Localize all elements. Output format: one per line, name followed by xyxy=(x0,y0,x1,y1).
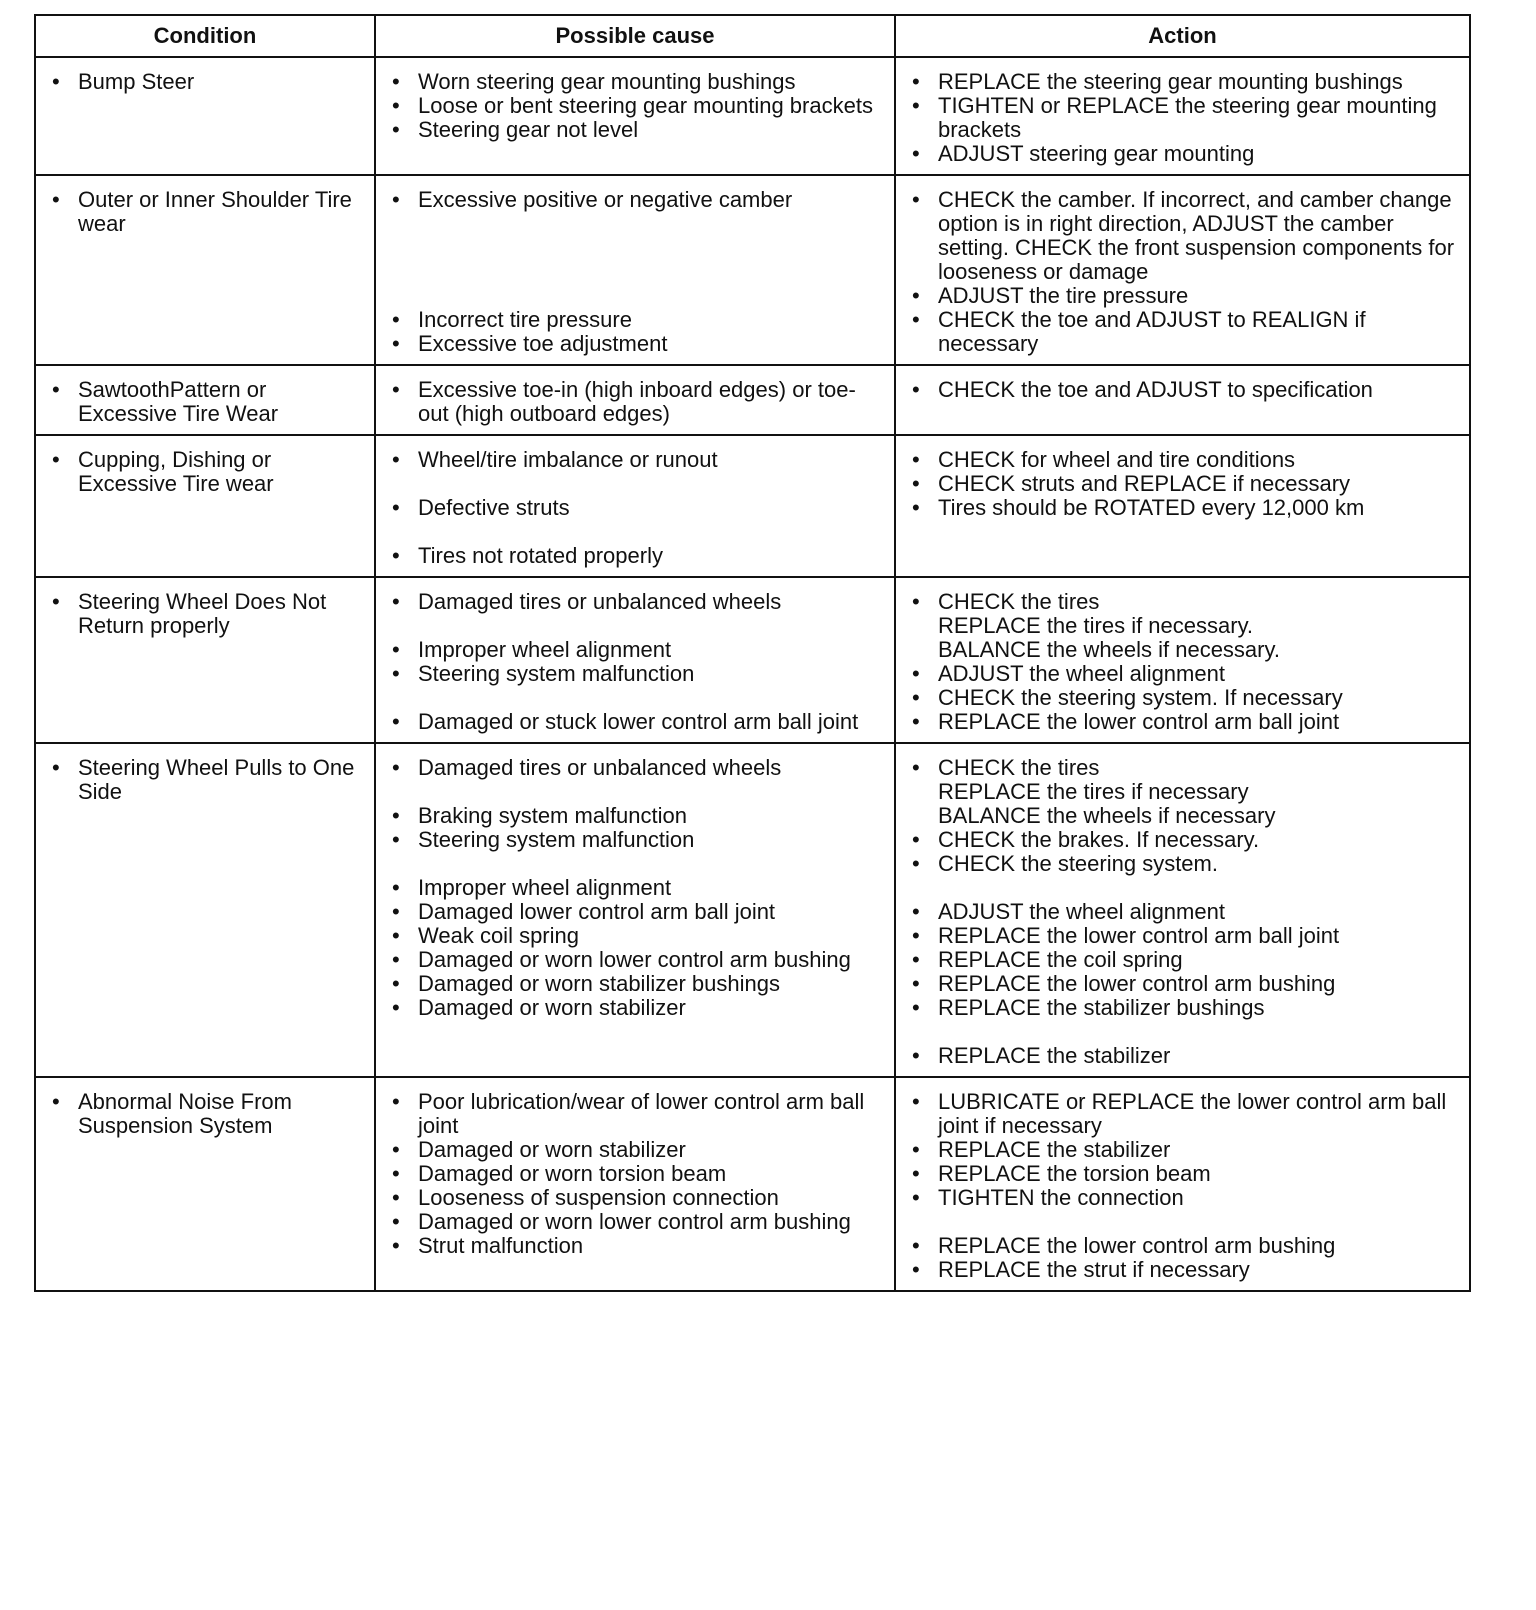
action-item: REPLACE the tires if necessary xyxy=(938,779,1249,804)
condition-text: • Bump Steer xyxy=(48,70,366,94)
cause-item: • Damaged or worn stabilizer bushings xyxy=(388,972,886,996)
action-item: • LUBRICATE or REPLACE the lower control arm ball joint if necessary xyxy=(908,1090,1461,1138)
cause-item: • Steering system malfunction xyxy=(388,828,886,852)
table-row xyxy=(35,743,1470,1077)
cause-cell xyxy=(375,435,895,577)
action-item: • REPLACE the lower control arm ball joint xyxy=(908,710,1461,734)
action-cell xyxy=(895,57,1470,175)
cause-item: • Strut malfunction xyxy=(388,1234,886,1258)
condition-cell xyxy=(35,365,375,435)
action-item: • REPLACE the steering gear mounting bushings xyxy=(908,70,1461,94)
cause-cell xyxy=(375,175,895,365)
action-item: • ADJUST the wheel alignment xyxy=(908,662,1461,686)
header-row xyxy=(35,15,1470,57)
condition-cell xyxy=(35,743,375,1077)
condition-cell xyxy=(35,577,375,743)
action-cell xyxy=(895,175,1470,365)
condition-text: • SawtoothPattern or Excessive Tire Wear xyxy=(48,378,366,426)
cause-item: • Improper wheel alignment xyxy=(388,876,886,900)
condition-cell xyxy=(35,435,375,577)
cause-item: • Steering gear not level xyxy=(388,118,886,142)
cause-cell xyxy=(375,57,895,175)
cause-item: • Wheel/tire imbalance or runout xyxy=(388,448,886,472)
cause-item: • Damaged tires or unbalanced wheels xyxy=(388,756,886,780)
cause-item: • Braking system malfunction xyxy=(388,804,886,828)
table-row xyxy=(35,57,1470,175)
action-item: REPLACE the tires if necessary. xyxy=(938,613,1254,638)
condition-text: • Steering Wheel Pulls to One Side xyxy=(48,756,366,804)
cause-item: • Excessive toe-in (high inboard edges) or toe-out (high outboard edges) xyxy=(388,378,886,426)
header-action: Action xyxy=(895,15,1470,57)
action-cell xyxy=(895,577,1470,743)
action-item: • CHECK the steering system. If necessary xyxy=(908,686,1461,710)
cause-item: • Damaged or worn torsion beam xyxy=(388,1162,886,1186)
action-item: • REPLACE the lower control arm ball joint xyxy=(908,924,1461,948)
action-item: • ADJUST the wheel alignment xyxy=(908,900,1461,924)
condition-text: • Steering Wheel Does Not Return properly xyxy=(48,590,366,638)
action-item: • ADJUST the tire pressure xyxy=(908,284,1461,308)
action-item: • TIGHTEN or REPLACE the steering gear mounting brackets xyxy=(908,94,1461,142)
action-item: • CHECK the steering system. xyxy=(908,852,1461,876)
cause-item: • Looseness of suspension connection xyxy=(388,1186,886,1210)
condition-cell xyxy=(35,175,375,365)
action-item: • CHECK the tires xyxy=(908,756,1461,780)
cause-item: • Poor lubrication/wear of lower control arm ball joint xyxy=(388,1090,886,1138)
cause-item: • Incorrect tire pressure xyxy=(388,308,886,332)
cause-cell xyxy=(375,1077,895,1291)
action-item: • REPLACE the stabilizer bushings xyxy=(908,996,1461,1020)
action-item: • REPLACE the lower control arm bushing xyxy=(908,972,1461,996)
action-item: • CHECK for wheel and tire conditions xyxy=(908,448,1461,472)
action-item: • REPLACE the torsion beam xyxy=(908,1162,1461,1186)
action-cell xyxy=(895,1077,1470,1291)
cause-item: • Steering system malfunction xyxy=(388,662,886,686)
action-item: • CHECK the tires xyxy=(908,590,1461,614)
table-row xyxy=(35,1077,1470,1291)
action-item: BALANCE the wheels if necessary. xyxy=(938,637,1280,662)
action-item: • CHECK the toe and ADJUST to REALIGN if necessary xyxy=(908,308,1461,356)
action-item: • REPLACE the stabilizer xyxy=(908,1138,1461,1162)
troubleshooting-table xyxy=(34,14,1471,1292)
cause-item: • Tires not rotated properly xyxy=(388,544,886,568)
cause-item: • Loose or bent steering gear mounting brackets xyxy=(388,94,886,118)
table-row xyxy=(35,435,1470,577)
cause-item: • Damaged lower control arm ball joint xyxy=(388,900,886,924)
table-row xyxy=(35,577,1470,743)
action-item: • REPLACE the strut if necessary xyxy=(908,1258,1461,1282)
cause-item: • Damaged or worn stabilizer xyxy=(388,996,886,1020)
cause-item: • Damaged or stuck lower control arm ball joint xyxy=(388,710,886,734)
action-item: • ADJUST steering gear mounting xyxy=(908,142,1461,166)
cause-item: • Damaged or worn lower control arm bushing xyxy=(388,948,886,972)
action-item: • CHECK struts and REPLACE if necessary xyxy=(908,472,1461,496)
action-item: • Tires should be ROTATED every 12,000 km xyxy=(908,496,1461,520)
table-row xyxy=(35,175,1470,365)
cause-item: • Worn steering gear mounting bushings xyxy=(388,70,886,94)
action-item: • REPLACE the stabilizer xyxy=(908,1044,1461,1068)
action-cell xyxy=(895,743,1470,1077)
header-condition: Condition xyxy=(35,15,375,57)
action-item: • CHECK the brakes. If necessary. xyxy=(908,828,1461,852)
cause-cell xyxy=(375,365,895,435)
cause-cell xyxy=(375,577,895,743)
condition-text: • Cupping, Dishing or Excessive Tire wear xyxy=(48,448,366,496)
cause-item: • Damaged or worn stabilizer xyxy=(388,1138,886,1162)
cause-item: • Excessive toe adjustment xyxy=(388,332,886,356)
cause-cell xyxy=(375,743,895,1077)
action-item: • CHECK the camber. If incorrect, and camber change option is in right direction, ADJUST the camber setting. CHECK the front suspension components for looseness or damage xyxy=(908,188,1461,284)
condition-text: • Outer or Inner Shoulder Tire wear xyxy=(48,188,366,236)
action-item: • CHECK the toe and ADJUST to specification xyxy=(908,378,1461,402)
action-item: • TIGHTEN the connection xyxy=(908,1186,1461,1210)
cause-item: • Improper wheel alignment xyxy=(388,638,886,662)
condition-cell xyxy=(35,1077,375,1291)
action-item: • REPLACE the lower control arm bushing xyxy=(908,1234,1461,1258)
header-possible-cause: Possible cause xyxy=(375,15,895,57)
table-row xyxy=(35,365,1470,435)
cause-item: • Damaged tires or unbalanced wheels xyxy=(388,590,886,614)
cause-item: • Weak coil spring xyxy=(388,924,886,948)
cause-item: • Excessive positive or negative camber xyxy=(388,188,886,212)
action-cell xyxy=(895,365,1470,435)
action-cell xyxy=(895,435,1470,577)
condition-cell xyxy=(35,57,375,175)
cause-item: • Defective struts xyxy=(388,496,886,520)
action-item: • REPLACE the coil spring xyxy=(908,948,1461,972)
cause-item: • Damaged or worn lower control arm bushing xyxy=(388,1210,886,1234)
action-item: BALANCE the wheels if necessary xyxy=(938,803,1276,828)
condition-text: • Abnormal Noise From Suspension System xyxy=(48,1090,366,1138)
